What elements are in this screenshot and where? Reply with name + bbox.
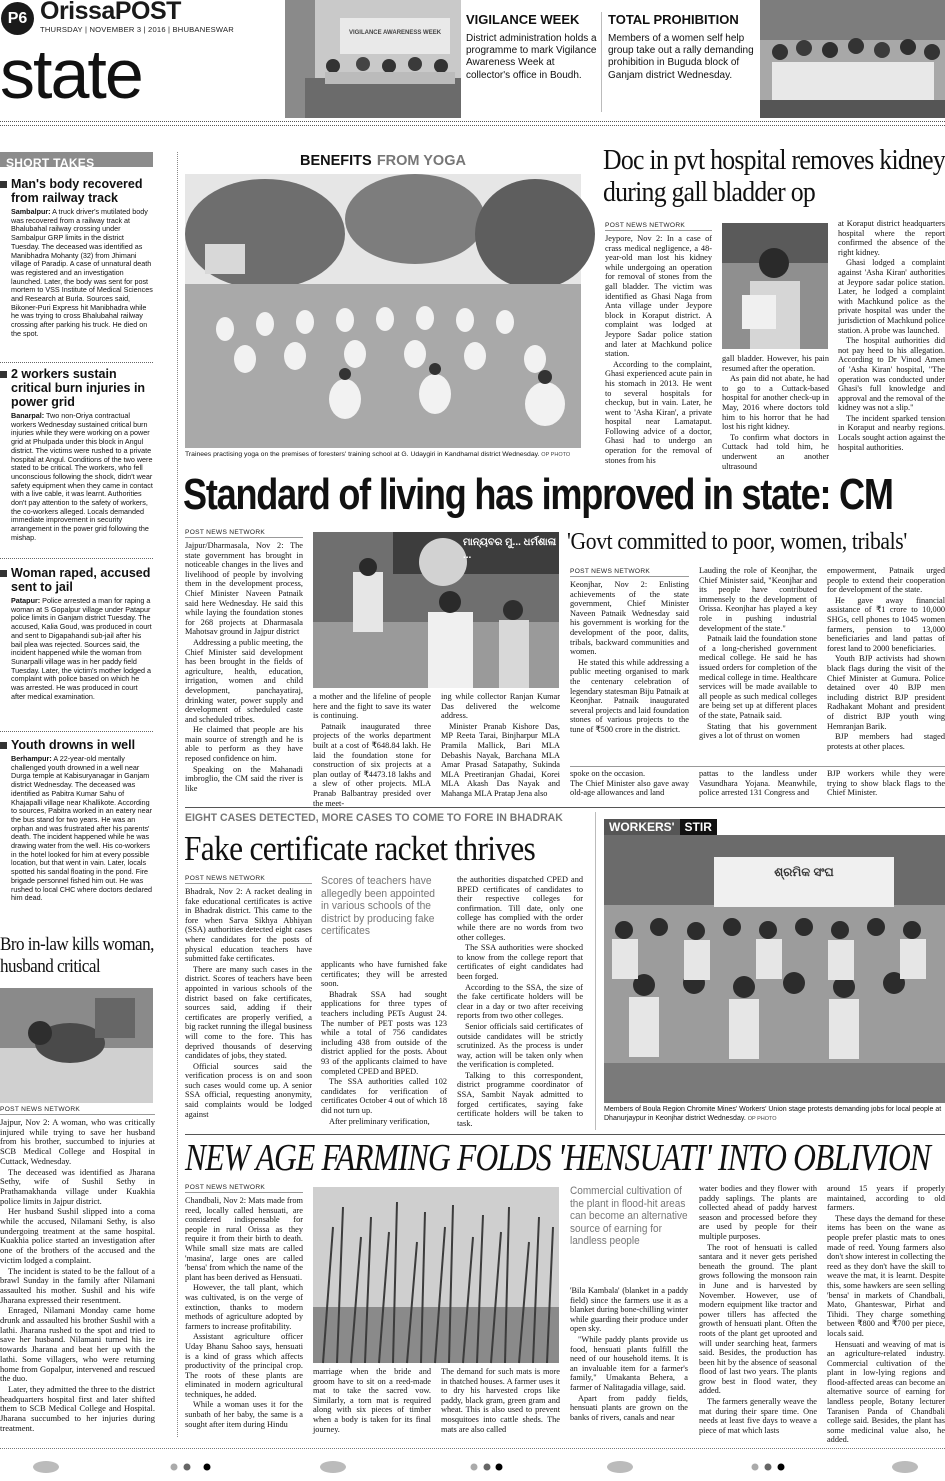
section-rule xyxy=(185,1134,945,1135)
vigilance-banner-text: VIGILANCE AWARENESS WEEK xyxy=(348,30,442,36)
fake-kicker: EIGHT CASES DETECTED, MORE CASES TO COME TO FORE IN BHADRAK xyxy=(185,812,563,824)
story-byline: POST NEWS NETWORK xyxy=(0,1106,155,1115)
kidney-col2 xyxy=(722,354,829,471)
brother-headline xyxy=(0,934,155,982)
short-take-headline: Man's body recovered from railway track xyxy=(0,177,153,205)
cm-photo xyxy=(313,532,559,688)
vigilance-photo xyxy=(285,0,461,118)
short-take-headline: Youth drowns in well xyxy=(0,738,153,752)
section-rule xyxy=(185,807,945,808)
short-takes-divider xyxy=(0,558,153,559)
fake-col2 xyxy=(321,960,447,1127)
farming-pullquote: Commercial cultivation of the plant in flood-hit areas can become an alternative source of earning for landless people xyxy=(570,1185,688,1248)
column-rule xyxy=(595,812,596,1130)
section-title: state xyxy=(0,35,142,113)
cm-headline-wrap xyxy=(183,466,945,526)
print-registration-strip xyxy=(0,1448,945,1480)
story-byline: POST NEWS NETWORK xyxy=(570,568,689,577)
brief-prohibition xyxy=(608,12,756,118)
fake-pullquote: Scores of teachers have allegedly been appointed in various schools of the district by producing fake certificates xyxy=(321,875,436,938)
story-body: around 15 years if properly maintained, according to old farmers. These days the demand for these items has been on the wane as people prefer plastic mats to ones made of reed. Young farmers also don't show interest in collecting the reed as they don't have the skill to weave the mat, it is learnt. Despite this, some hawkers are seen selling 'bensa' in markets of Chandbali, Mato, Ghanteswar, Pirhat and Tihidi. They charge something between ₹800 and ₹700 per piece, locals said. Hensuati and weaving of mat is an agriculture-related industry. Commercial cultivation of the plant in low-lying regions and flood-affected areas can become an alternative source of earning for landless people, Botany lecturer Taranisen Panda of Chandbali college said. Besides, the plant has some medicinal value also, he added. xyxy=(827,1184,945,1445)
story-headline: NEW AGE FARMING FOLDS 'HENSUATI' INTO OBLIVION xyxy=(185,1137,931,1179)
cm-col1 xyxy=(185,529,303,804)
story-byline: POST NEWS NETWORK xyxy=(185,875,312,884)
short-take-3 xyxy=(0,566,153,732)
story-headline: Standard of living has improved in state: CM xyxy=(183,470,893,519)
story-body: a mother and the lifeline of people here and the fight to save its water is continuing. Patnaik inaugurated three projects of the works department built at a cost of ₹648.84 lakh. He laid the foundation stone for construction of six projects at a plan outlay of ₹4473.18 lakhs and a slew of other projects. MLA Pranab Balbantray presided over the meet- xyxy=(313,692,431,808)
column-rule xyxy=(177,152,178,1437)
dateline: THURSDAY | NOVEMBER 3 | 2016 | BHUBANESWAR xyxy=(40,25,234,34)
farming-headline-wrap xyxy=(185,1136,945,1180)
short-take-headline: 2 workers sustain critical burn injuries in power grid xyxy=(0,367,153,409)
workers-protest-photo xyxy=(604,835,945,1103)
tribals-tail-3: BJP workers while they were trying to show black flags to the Chief Minister. xyxy=(827,769,945,798)
prohibition-rally-photo xyxy=(760,0,945,118)
fake-col3 xyxy=(457,875,583,1127)
story-byline: POST NEWS NETWORK xyxy=(605,222,712,231)
story-headline: Bro in-law kills woman, husband critical xyxy=(0,934,154,977)
farming-col1 xyxy=(185,1184,303,1439)
kidney-headline xyxy=(603,145,945,215)
tribals-tail-rule xyxy=(570,766,945,767)
farming-col4 xyxy=(570,1286,688,1438)
story-body: Jeypore, Nov 2: In a case of crass medical negligence, a 48-year-old man lost his kidney while undergoing an operation for removal of stones from the gall bladder. The victim was identified as Ghasi Naga from Anta village under Jeypore block in Koraput district. A complaint was lodged at Jeypore Sadar police station and later at Machkund police station. According to the complaint, Ghasi experienced acute pain in his stomach in 2013. He went to several hospitals for checkup, but in vain. Later, he went to 'Asha Kiran', a private hospital near Lamataput. Following advice of a doctor, Ghasi had to undergo an operation for the removal of stones from his xyxy=(605,234,712,465)
yoga-caption: Trainees practising yoga on the premises of foresters' training school at G. Udaygiri in Kandhamal district Wednesday. OP PHOTO xyxy=(185,451,571,458)
short-takes-label: SHORT TAKES xyxy=(0,152,153,167)
page-number-badge: P6 xyxy=(1,2,34,35)
short-take-body: Banarpal: Two non-Oriya contractual workers Wednesday sustained critical burn injuries while they were working on a power grid at Phulpada under this block in Angul district. The victims were rushed to a private hospital at Angul. Conditions of the two were stated to be critical. The workers, who fell unconscious following the shock, didn't wear safety equipment when they came in contact with a live cable, it was learnt. Authorities don't pay attention to the safety of workers, the co-workers alleged. Locals demanded immediate improvement in security arrangement in the power grid following the mishap. xyxy=(11,411,153,542)
brief-divider xyxy=(601,12,602,112)
tribals-col1 xyxy=(570,568,689,768)
victim-photo xyxy=(722,223,828,349)
brief-text: Members of a women self help group take out a rally demanding prohibition in Buguda block of Ganjam district Wednesday. xyxy=(608,33,754,81)
injured-man-photo xyxy=(0,988,153,1103)
story-body: at Koraput district headquarters hospital where the report confirmed the absence of the right kidney. Ghasi lodged a complaint against 'Asha Kiran' authorities at Jeypore sadar police station. Later, he lodged a complaint with Machkund police as the private hospital was under the jurisdiction of Machkund police station. A probe was launched. The hospital authorities did not pay heed to his allegation. According to Dr Vinod Amen of 'Asha Kiran' hospital, "The operation was conducted under Ghasi's full knowledge and approval and the removal of the kidney was not a slip." The incident sparked tension in Koraput and nearby regions. Locals sought action against the hospital authorities. xyxy=(838,219,945,452)
story-byline: POST NEWS NETWORK xyxy=(185,529,303,538)
protest-banner-text: ଶ୍ରମିକ ସଂଘ xyxy=(774,865,834,879)
brief-title: VIGILANCE WEEK xyxy=(466,12,580,27)
fake-col1 xyxy=(185,875,312,1127)
story-body: applicants who have furnished fake certificates; they will be arrested soon. Bhadrak SSA had sought applications for three types of teachers including PETs August 24. The number of PET posts was 123 while a total of 756 candidates including 438 from outside of the district applied for the posts. About 93 of the applicants claimed to have completed CPED and BPED. The SSA authorities called 102 candidates for verification of certificates October 4 out of which 18 did not turn up. After preliminary verification, xyxy=(321,960,447,1126)
workers-caption: Members of Boula Region Chromite Mines' Workers' Union stage protests demanding jobs for local people at Dhanurjaypur in Keonjhar district Wednesday. OP PHOTO xyxy=(604,1106,942,1122)
short-takes-divider xyxy=(0,362,153,363)
paper-name: OrissaPOST xyxy=(40,0,181,25)
story-body: Chandbali, Nov 2: Mats made from reed, locally called hensuati, are considered indispensable for people in rural Orissa as they require it from their birth to death. While small size mats are called 'masina', large ones are called 'bensa' from which the name of the plant has been derived as Hensuati. However, the tall plant, which was cultivated, is on the verge of extinction, thanks to modern methods of agriculture adopted by farmers to increase profitability. Assistant agriculture officer Uday Bhanu Sahoo says, hensuati is a kind of grass which affects productivity of the principal crop. The roots of these plants are eliminated in modern agricultural techniques, he added. While a woman uses it for the sunbath of her baby, the same is a sought after item during Hindu xyxy=(185,1196,303,1429)
yoga-photo xyxy=(185,174,581,448)
story-body: Jajpur/Dharmasala, Nov 2: The state government has brought in noticeable changes in the lives and livelihood of people by involving them in the development process, Chief Minister Naveen Patnaik said here Wednesday. He said this while laying the foundation stones for 268 projects at Dharmasala Mahotsav ground in Jajpur district Addressing a public meeting, the Chief Minister said development has been brought in the fields of agriculture, health, education, irrigation, women and child development, panchayatiraj, drinking water, power supply and development of scheduled caste and scheduled tribes. He claimed that people are his main source of strength and he is able to perform as they have reposed confidence on him. Speaking on the Mahanadi imbroglio, the CM said the river is like xyxy=(185,541,303,793)
short-take-2 xyxy=(0,367,153,557)
hensuati-reed-photo xyxy=(313,1187,559,1363)
kidney-col1 xyxy=(605,222,712,464)
yoga-kicker: BENEFITS FROM YOGA xyxy=(300,153,466,169)
story-byline: POST NEWS NETWORK xyxy=(185,1184,303,1193)
story-body: gall bladder. However, his pain resumed after the operation. As pain did not abate, he had to go to a Cuttack-based hospital for another check-up in May, 2016 where doctors told him to his horror that he had lost his right kidney. To confirm what doctors in Cuttack had told him, he underwent an another ultrasound xyxy=(722,354,829,471)
short-take-headline: Woman raped, accused sent to jail xyxy=(0,566,153,594)
brief-vigilance xyxy=(466,12,599,118)
story-body: 'Bila Kambala' (blanket in a paddy field) since the farmers use it as a blanket during bone-chilling winter while guarding their produce under open sky. "While paddy plants provide us food, hensuati plants fulfill the need of our household items. It is an invaluable item for a farmer's family," Umakanta Behera, a farmer of Nalitagadia village, said. Apart from paddy fields, hensuati plants are grown on the banks of rivers, canals and near xyxy=(570,1286,688,1422)
brother-story xyxy=(0,1106,155,1436)
story-body: The demand for such mats is more in thatched houses. A farmer uses it to dry his harvested crops like paddy, black gram, green gram and wheat. This is also used to prevent mosquitoes into cattle sheds. The mats are also called xyxy=(441,1367,560,1434)
cm-tail: spoke on the occasion. The Chief Minister also gave away old-age allowances and land xyxy=(570,769,689,798)
fake-headline-wrap xyxy=(184,828,594,872)
farming-col6 xyxy=(827,1184,945,1445)
story-body: Jajpur, Nov 2: A woman, who was critically injured while trying to save her husband from his brother, succumbed to injuries at SCB Medical College and Hospital in Cuttack, Wednesday. The deceased was identified as Jharana Sethy, wife of Sushil Sethy in Prathamakhanda village under Kuakhia police limits in Jajpur district. Her husband Sushil slipped into a coma while the accused, Nilamani Sethy, is also undergoing treatment at the same hospital. Kuakhia police started an investigation after one of the brothers of the accused and the victim lodged a complaint. The incident is stated to be the fallout of a brawl Sunday in the family after Nilamani assaulted his mother. Sushil and his wife Jharana expressed their resentment. Enraged, Nilamani Monday came home drunk and assaulted his brother Sushil with a lathi. Jharana rushed to the spot and tried to save her husband. Nilamani turned his ire towards Jharana and beat her up with the lathi. Some villagers, who were returning home from Gopalpur, intervened and rescued the duo. Later, they admitted the three to the district headquarters hospital first and later shifted them to SCB Medical College and Hospital. Jharana succumbed to her injuries during treatment. xyxy=(0,1117,155,1433)
cm-col2 xyxy=(313,692,431,808)
masthead-rule xyxy=(0,121,945,126)
tribals-col3 xyxy=(827,566,945,766)
masthead xyxy=(0,0,285,118)
brief-title: TOTAL PROHIBITION xyxy=(608,12,739,27)
story-body: Bhadrak, Nov 2: A racket dealing in fake educational certificates is active in Bhadrak district. This came to the fore when Sarva Sikhya Abhiyan (SSA) authorities detected eight cases where candidates for the posts of physical education teachers have submitted fake certificates. There are many such cases in the district. Scores of teachers have been appointed in various schools of the district based on fake certificates, sources said, adding if their certificates are properly verified, a big racket running the illegal business will come to the fore. This has deprived thousands of deserving candidates of jobs, they stated. Official sources said the verification process is on and soon such cases would come up. A senior SSA official, requesting anonymity, said complaints would be lodged against xyxy=(185,887,312,1119)
story-body: Keonjhar, Nov 2: Enlisting achievements of the state government, Chief Minister Naveen Patnaik Wednesday said his government is working for the development of the poor, dalits, tribals, backward communities and women. He stated this while addressing a public meeting organised to mark the centenary celebration of legendary statesman Biju Patnaik at Keonjhar. Patnaik inaugurated several projects and laid foundation stones of various projects to the tune of ₹500 crore in the district. xyxy=(570,580,689,734)
story-headline: Fake certificate racket thrives xyxy=(184,829,536,868)
short-take-body: Berhampur: A 22-year-old mentally challenged youth drowned in a well near Durga temple at Kabisuryanagar in Ganjam district Wednesday. The deceased was identified as Pabitra Kumar Sahu of Khajapalli village near Khallikote. According to sources, Pabitra worked in an eatery near the bus stand for two years. He was an orphan and was frustrated after his parents' death. The incident happened while he was drawing water from the well. His co-workers in the hotel looked for him at every possible location, but that went in vain. Later, locals spotted his sandal floating in the pond. Fire brigade personnel fished him out. He was rushed to local CHC where doctors declared him dead. xyxy=(11,754,153,903)
farming-col5 xyxy=(699,1184,817,1439)
tribals-col2 xyxy=(699,566,817,766)
short-take-4 xyxy=(0,738,153,928)
brief-text: District administration holds a programme to mark Vigilance Awareness Week at collector's office in Boudh. xyxy=(466,33,597,81)
story-body: empowerment, Patnaik urged people to extend their cooperation for development of the state. He gave away financial assistance of ₹1 crore to 10,000 SHGs, cell phones to 1045 women farmers, pension to 13,000 beneficiaries and land pattas of forest land to 2000 beneficiaries. Youth BJP activists had shown black flags during the visit of the Chief Minister at Gumura. Police detained over 40 BJP men including district BJP president Radhakant Mohant and president of district BJP youth wing Hemranjan Barik. BJP members had staged protests at other places. xyxy=(827,566,945,751)
story-body: marriage when the bride and groom have to sit on a reed-made mat to take the sacred vow. Similarly, a torn mat is required along with six pieces of timber when a body is taken for its final journey. xyxy=(313,1367,431,1434)
story-body: water bodies and they flower with paddy saplings. The plants are collected ahead of paddy harvest season and processed before they are used by people for their multiple purposes. The root of hensuati is called santara and it never gets perished beneath the ground. The plant grows following the monsoon rain in June and is harvested by November. However, use of modern equipment like tractor and power tillers has affected the growth of hensuati plant. Often the roots of the plant get uprooted and will under searching heat, farmers said. Besides, the production has been hit by the absence of seasonal flood of last two years. The plants grow best in flood water, they added. The farmers generally weave the mat during their spare time. One needs at least five days to weave a piece of mat which lasts xyxy=(699,1184,817,1435)
farming-col2 xyxy=(313,1367,431,1439)
tribals-headline-wrap xyxy=(567,528,945,560)
story-body: ing while collector Ranjan Kumar Das delivered the welcome address. Minister Pranab Kishore Das, MP Reeta Tarai, Binjharpur MLA Pramila Mallick, Bari MLA Debashis Nayak, Barchana MLA Amar Prasad Satapathy, Sukinda MLA Preetiranjan Ghadai, Korei MLA Akash Das Nayak and Mahanga MLA Pratap Jena also xyxy=(441,692,560,798)
workers-kicker: WORKERS' STIR xyxy=(604,816,774,833)
short-take-body: Sambalpur: A truck driver's mutilated body was recovered from a railway track at Bhalubahal railway crossing under Sambalpur GRP limits in the district Tuesday. The deceased was identified as Manibhadra Mohanty (32) from Jhimani village of Paradip. A case of unnatural death was registered and an investigation launched. Later, the body was sent for post mortem to VSS Institute of Medical Sciences and Research at Burla. Sources said, Bikoner-Puri Express hit Manibhadra while he was trying to cross Bhalubahal railway crossing after parking his truck. He died on the spot. xyxy=(11,207,153,338)
story-headline: Doc in pvt hospital removes kidney during gall bladder op xyxy=(603,145,945,208)
story-body: Lauding the role of Keonjhar, the Chief Minister said, "Keonjhar and its people have contributed immensely to the development of Orissa. Keonjhar has played a key role in pushing industrial development of the state." Patnaik laid the foundation stone of a long-cherished government medical college. He said he has issued orders for completion of the medical college in time. Healthcare services will be made available to all people as such medical colleges are being set up at different places of the state, Patnaik said. Stating that his government gives a lot of thrust on women xyxy=(699,566,817,741)
story-headline: 'Govt committed to poor, women, tribals' xyxy=(567,529,907,555)
tribals-tail-2: pattas to the landless under Vasundhara Yojana. Meanwhile, police arrested 131 Congress and xyxy=(699,769,817,798)
cm-photo-banner: ମାନ୍ୟବର ମୁ... ଧର୍ମଶାଳା ... xyxy=(463,537,557,561)
cm-col3 xyxy=(441,692,560,804)
short-takes-divider xyxy=(0,731,153,732)
kidney-col3 xyxy=(838,219,945,464)
farming-col3 xyxy=(441,1367,560,1439)
short-take-1 xyxy=(0,177,153,365)
story-body: the authorities dispatched CPED and BPED certificates of candidates to their respective colleges for confirmation. Till date, only one college has complied with the order while there are no words from two other colleges. The SSA authorities were shocked to know from the college report that certificates of eight candidates had been forged. According to the SSA, the size of the fake certificate holders will be clear in a day or two after receiving reports from two other colleges. Senior officials said certificates of outside candidates will be strictly scrutinized. As the process is under way, action will be taken only when the verification is completed. Talking to this correspondent, district programme coordinator of SSA, Sambit Nayak admitted to forged certificates, saying fake certificate holders will be taken to task. xyxy=(457,875,583,1128)
short-take-body: Patapur: Police arrested a man for raping a woman at S Gopalpur village under Patapur police limits in Ganjam district Tuesday. The accused, Kalia Goud, was produced in court and sent to Digapahandi sub-jail after his bail plea was rejected. Sources said, the incident happened while the woman from Sunarpalli village was in her paddy field Tuesday. Later, the victim's mother lodged a complaint with police based on which he was arrested. He was produced in court after medical examination. xyxy=(11,596,152,701)
